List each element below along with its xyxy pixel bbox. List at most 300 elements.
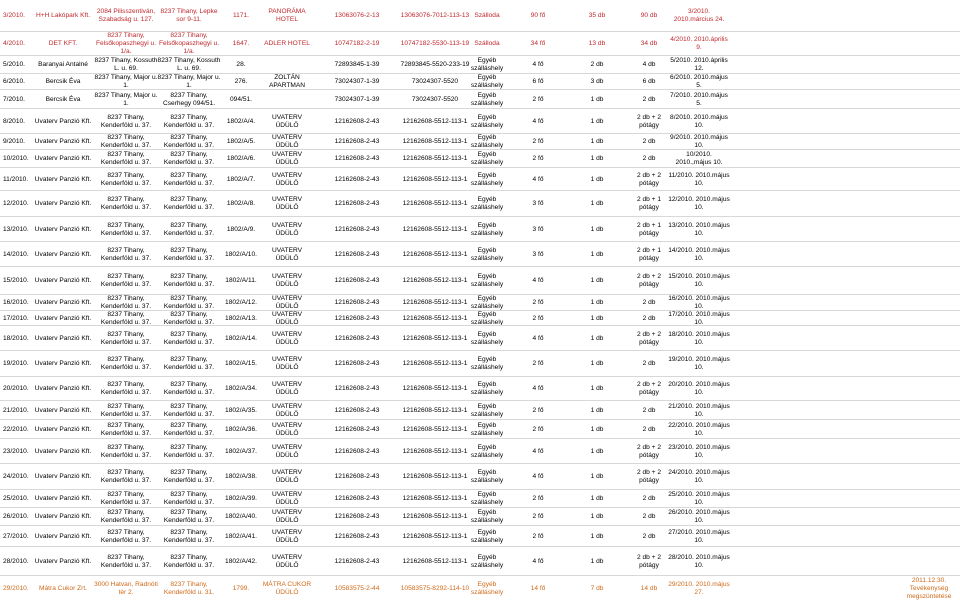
- permit-number-cell-text: 6/2010.: [3, 78, 25, 85]
- accommodation-name-cell: [262, 168, 312, 191]
- persons-cell: [518, 134, 558, 150]
- persons-cell: [518, 526, 558, 547]
- table-row: [0, 376, 960, 401]
- rooms-cell-text: 1 db: [590, 277, 604, 284]
- beds-cell-text: 2 db + 1 pótágy: [636, 246, 661, 262]
- site-address-cell: [157, 547, 221, 576]
- registration-date-cell-text: 3/2010. 2010.március 24.: [673, 7, 725, 23]
- accommodation-type-cell: [462, 420, 512, 439]
- permit-number-cell-text: 13/2010.: [3, 225, 29, 233]
- accommodation-type-cell: [462, 464, 512, 490]
- parcel-number-cell-text: 1802/A/12.: [225, 299, 257, 306]
- accommodation-name-cell-text: UVATERV ÜDÜLŐ: [271, 553, 303, 569]
- permit-number-cell-text: 18/2010.: [3, 334, 29, 342]
- operator-cell: [30, 74, 96, 90]
- parcel-number-cell: [222, 377, 260, 401]
- operator-address-cell: [94, 420, 158, 439]
- accommodation-type-cell-text: Egyéb szálláshely: [470, 310, 504, 326]
- table-row: [0, 325, 960, 351]
- beds-cell: [630, 242, 668, 267]
- persons-cell: [518, 242, 558, 267]
- table-row: [0, 216, 960, 242]
- site-address-cell-text: 8237 Tihany, Kenderföld u. 37.: [163, 443, 215, 459]
- registration-date-cell: [668, 420, 730, 439]
- persons-cell: [518, 267, 558, 295]
- operator-address-cell-text: 8237 Tihany, Kenderföld u. 37.: [100, 134, 152, 149]
- persons-cell: [518, 74, 558, 90]
- stat-number-cell-text: 12162608-5512-113-1: [402, 513, 468, 520]
- table-row: [0, 350, 960, 377]
- stat-number-cell-text: 10747182-5530-113-19: [400, 40, 470, 47]
- rooms-cell-text: 1 db: [590, 473, 604, 480]
- accommodation-type-cell-text: Egyéb szálláshely: [470, 580, 504, 596]
- rooms-cell: [578, 32, 616, 56]
- persons-cell-text: 4 fő: [532, 334, 544, 342]
- beds-cell: [630, 150, 668, 168]
- rooms-cell-text: 1 db: [590, 360, 604, 367]
- parcel-number-cell: [222, 32, 260, 56]
- permit-number-cell-text: 8/2010.: [3, 117, 25, 125]
- parcel-number-cell: [222, 74, 260, 90]
- operator-address-cell: [94, 576, 158, 601]
- operator-address-cell: [94, 547, 158, 576]
- registration-date-cell: [668, 526, 730, 547]
- rooms-cell-text: 13 db: [588, 40, 606, 47]
- rooms-cell: [578, 508, 616, 526]
- termination-note-cell: [898, 90, 960, 109]
- beds-cell: [630, 526, 668, 547]
- rooms-cell-text: 1 db: [590, 557, 604, 565]
- operator-address-cell-text: 8237 Tihany, Kenderföld u. 37.: [100, 295, 152, 310]
- tax-number-cell-text: 13063076-2-13: [334, 11, 380, 19]
- operator-cell: [30, 168, 96, 191]
- accommodation-name-cell: [262, 109, 312, 134]
- operator-address-cell: [94, 191, 158, 217]
- operator-cell: [30, 464, 96, 490]
- registration-date-cell: [668, 295, 730, 311]
- persons-cell-text: 14 fő: [530, 584, 546, 592]
- site-address-cell-text: 8237 Tihany, Kenderföld u. 37.: [163, 330, 215, 346]
- stat-number-cell-text: 12162608-5512-113-1: [402, 138, 468, 145]
- accommodation-name-cell: [262, 576, 312, 601]
- operator-cell: [30, 32, 96, 56]
- persons-cell-text: 2 fő: [532, 360, 544, 367]
- parcel-number-cell-text: 1647.: [232, 40, 250, 47]
- persons-cell-text: 34 fő: [530, 40, 546, 47]
- accommodation-name-cell-text: UVATERV ÜDÜLŐ: [271, 330, 303, 346]
- rooms-cell-text: 1 db: [590, 200, 604, 207]
- operator-cell-text: Uvaterv Panzió Kft.: [34, 360, 92, 367]
- operator-cell-text: Uvaterv Panzió Kft.: [34, 250, 92, 258]
- permit-number-cell-text: 19/2010.: [3, 360, 29, 367]
- accommodation-name-cell-text: ZOLTÁN APARTMAN: [268, 74, 306, 89]
- accommodation-name-cell-text: UVATERV ÜDÜLŐ: [271, 469, 303, 484]
- persons-cell-text: 2 fő: [532, 406, 544, 414]
- beds-cell-text: 2 db: [642, 314, 656, 322]
- accommodation-type-cell: [462, 326, 512, 351]
- parcel-number-cell-text: 1802/A/37.: [225, 447, 257, 455]
- accommodation-name-cell-text: UVATERV ÜDÜLŐ: [271, 196, 303, 211]
- rooms-cell-text: 3 db: [590, 78, 604, 85]
- rooms-cell: [578, 56, 616, 74]
- operator-cell: [30, 508, 96, 526]
- accommodation-type-cell: [462, 351, 512, 377]
- parcel-number-cell-text: 1802/A/9.: [226, 225, 256, 233]
- rooms-cell: [578, 547, 616, 576]
- rooms-cell-text: 7 db: [590, 584, 604, 592]
- termination-note-cell: [898, 464, 960, 490]
- registration-date-cell-text: 23/2010. 2010.május 10.: [668, 443, 730, 459]
- parcel-number-cell-text: 1802/A/14.: [225, 334, 257, 342]
- stat-number-cell-text: 12162608-5512-113-1: [402, 175, 468, 183]
- operator-address-cell-text: 8237 Tihany, Major u. 1.: [94, 74, 158, 89]
- termination-note-cell: [898, 74, 960, 90]
- beds-cell-text: 2 db: [642, 495, 656, 502]
- beds-cell: [630, 351, 668, 377]
- accommodation-name-cell: [262, 508, 312, 526]
- site-address-cell: [157, 217, 221, 242]
- beds-cell: [630, 109, 668, 134]
- tax-number-cell-text: 12162608-2-43: [334, 155, 380, 162]
- beds-cell-text: 2 db: [642, 360, 656, 367]
- registration-date-cell: [668, 439, 730, 464]
- operator-cell-text: Uvaterv Panzió Kft.: [34, 425, 92, 433]
- permit-number-cell-text: 17/2010.: [3, 314, 29, 322]
- stat-number-cell-text: 12162608-5512-113-1: [402, 425, 468, 433]
- operator-cell-text: Uvaterv Panzió Kft.: [34, 495, 92, 502]
- site-address-cell-text: 8237 Tihany, Kenderföld u. 37.: [163, 221, 215, 237]
- permit-number-cell-text: 7/2010.: [3, 95, 25, 103]
- parcel-number-cell: [222, 134, 260, 150]
- parcel-number-cell: [222, 191, 260, 217]
- operator-cell-text: Uvaterv Panzió Kft.: [34, 138, 92, 145]
- site-address-cell: [157, 311, 221, 326]
- persons-cell-text: 6 fő: [532, 78, 544, 85]
- accommodation-name-cell-text: UVATERV ÜDÜLŐ: [271, 221, 303, 237]
- rooms-cell: [578, 439, 616, 464]
- stat-number-cell-text: 12162608-5512-113-1: [402, 117, 468, 125]
- tax-number-cell-text: 73024307-1-39: [334, 78, 380, 85]
- site-address-cell-text: 8237 Tihany, Kenderföld u. 37.: [163, 509, 215, 524]
- parcel-number-cell: [222, 242, 260, 267]
- parcel-number-cell: [222, 90, 260, 109]
- persons-cell: [518, 109, 558, 134]
- rooms-cell: [578, 191, 616, 217]
- operator-address-cell: [94, 401, 158, 420]
- rooms-cell: [578, 526, 616, 547]
- site-address-cell: [157, 168, 221, 191]
- accommodation-name-cell-text: PANORÁMA HOTEL: [268, 7, 306, 23]
- persons-cell: [518, 401, 558, 420]
- registration-date-cell-text: 8/2010. 2010.május 10.: [670, 113, 728, 129]
- table-row: [0, 73, 960, 90]
- parcel-number-cell: [222, 420, 260, 439]
- tax-number-cell-text: 12162608-2-43: [334, 299, 380, 306]
- termination-note-cell: [898, 191, 960, 217]
- rooms-cell-text: 1 db: [590, 175, 604, 183]
- accommodation-name-cell-text: UVATERV ÜDÜLŐ: [271, 402, 303, 418]
- accommodation-type-cell-text: Szálloda: [474, 40, 500, 47]
- accommodation-type-cell: [462, 526, 512, 547]
- site-address-cell-text: 8237 Tihany, Kenderföld u. 37.: [163, 469, 215, 484]
- termination-note-cell: [898, 267, 960, 295]
- accommodation-type-cell-text: Egyéb szálláshely: [470, 356, 504, 371]
- site-address-cell-text: 8237 Tihany, Kenderföld u. 37.: [163, 273, 215, 288]
- registration-date-cell: [668, 109, 730, 134]
- parcel-number-cell-text: 1802/A/5.: [226, 138, 256, 145]
- termination-note-cell: [898, 311, 960, 326]
- beds-cell: [630, 295, 668, 311]
- accommodation-type-cell: [462, 401, 512, 420]
- operator-cell: [30, 547, 96, 576]
- persons-cell: [518, 168, 558, 191]
- table-row: [0, 55, 960, 74]
- permit-number-cell-text: 28/2010.: [3, 557, 29, 565]
- stat-number-cell-text: 12162608-5512-113-1: [402, 225, 468, 233]
- beds-cell: [630, 508, 668, 526]
- table-row: [0, 525, 960, 547]
- accommodation-type-cell: [462, 242, 512, 267]
- persons-cell: [518, 351, 558, 377]
- site-address-cell-text: 8237 Tihany, Kenderföld u. 31.: [163, 580, 215, 596]
- operator-cell-text: Uvaterv Panzió Kft.: [34, 334, 92, 342]
- operator-address-cell-text: 8237 Tihany, Kenderföld u. 37.: [100, 509, 152, 524]
- accommodation-type-cell: [462, 439, 512, 464]
- operator-cell-text: Uvaterv Panzió Kft.: [34, 557, 92, 565]
- registration-date-cell-text: 24/2010. 2010.május 10.: [668, 469, 730, 484]
- operator-cell-text: DET KFT.: [48, 40, 78, 47]
- beds-cell-text: 2 db: [642, 95, 656, 103]
- tax-number-cell-text: 10747182-2-19: [334, 40, 380, 47]
- accommodation-type-cell: [462, 150, 512, 168]
- tax-number-cell-text: 12162608-2-43: [334, 175, 380, 183]
- rooms-cell-text: 1 db: [590, 299, 604, 306]
- accommodation-name-cell-text: ADLER HOTEL: [264, 40, 310, 47]
- accommodation-name-cell: [262, 326, 312, 351]
- site-address-cell-text: 8237 Tihany, Kenderföld u. 37.: [163, 246, 215, 262]
- site-address-cell: [157, 401, 221, 420]
- site-address-cell: [157, 242, 221, 267]
- tax-number-cell-text: 72893845-1-39: [334, 61, 380, 68]
- termination-note-cell: [898, 150, 960, 168]
- stat-number-cell-text: 12162608-5512-113-1: [402, 277, 468, 284]
- operator-address-cell-text: 8237 Tihany, Kenderföld u. 37.: [100, 381, 152, 396]
- operator-address-cell: [94, 242, 158, 267]
- operator-address-cell: [94, 326, 158, 351]
- tax-number-cell-text: 12162608-2-43: [334, 360, 380, 367]
- operator-address-cell-text: 8237 Tihany, Kenderföld u. 37.: [100, 528, 152, 544]
- permit-number-cell-text: 15/2010.: [3, 277, 29, 284]
- persons-cell-text: 2 fő: [532, 138, 544, 145]
- beds-cell-text: 2 db: [642, 513, 656, 520]
- beds-cell: [630, 90, 668, 109]
- permit-number-cell-text: 21/2010.: [3, 406, 29, 414]
- persons-cell: [518, 0, 558, 31]
- permit-number-cell-text: 23/2010.: [3, 447, 29, 455]
- registration-date-cell-text: 16/2010. 2010.május 10.: [668, 295, 730, 310]
- termination-note-cell: [898, 56, 960, 74]
- site-address-cell: [157, 0, 221, 31]
- accommodation-type-cell-text: Egyéb szálláshely: [470, 74, 504, 89]
- operator-cell: [30, 351, 96, 377]
- table-row: [0, 419, 960, 439]
- rooms-cell: [578, 351, 616, 377]
- tax-number-cell-text: 12162608-2-43: [334, 447, 380, 455]
- table-row: [0, 190, 960, 217]
- stat-number-cell-text: 13063076-7012-113-13: [400, 11, 470, 19]
- registration-date-cell-text: 5/2010. 2010.április 12.: [670, 57, 728, 72]
- beds-cell-text: 2 db: [642, 425, 656, 433]
- accommodation-type-cell: [462, 490, 512, 508]
- tax-number-cell-text: 12162608-2-43: [334, 532, 380, 540]
- operator-address-cell: [94, 311, 158, 326]
- parcel-number-cell-text: 1799.: [232, 584, 250, 592]
- operator-address-cell: [94, 74, 158, 90]
- stat-number-cell-text: 12162608-5512-113-1: [402, 250, 468, 258]
- beds-cell: [630, 217, 668, 242]
- accommodation-name-cell: [262, 32, 312, 56]
- operator-cell: [30, 439, 96, 464]
- permit-number-cell-text: 12/2010.: [3, 200, 29, 207]
- registration-date-cell: [668, 191, 730, 217]
- parcel-number-cell-text: 1802/A/13.: [225, 314, 257, 322]
- operator-address-cell-text: 8237 Tihany, Kenderföld u. 37.: [100, 196, 152, 211]
- accommodation-type-cell-text: Egyéb szálláshely: [470, 196, 504, 211]
- parcel-number-cell: [222, 526, 260, 547]
- operator-cell-text: Uvaterv Panzió Kft.: [34, 406, 92, 414]
- operator-address-cell: [94, 490, 158, 508]
- beds-cell-text: 2 db + 1 pótágy: [636, 196, 661, 211]
- accommodation-type-cell: [462, 168, 512, 191]
- accommodation-name-cell-text: UVATERV ÜDÜLŐ: [271, 171, 303, 187]
- operator-address-cell-text: 8237 Tihany, Kenderföld u. 37.: [100, 402, 152, 418]
- registration-date-cell: [668, 377, 730, 401]
- parcel-number-cell-text: 28.: [236, 61, 246, 68]
- accommodation-type-cell: [462, 56, 512, 74]
- persons-cell: [518, 377, 558, 401]
- accommodation-type-cell: [462, 547, 512, 576]
- operator-cell: [30, 242, 96, 267]
- rooms-cell-text: 1 db: [590, 385, 604, 392]
- beds-cell-text: 2 db + 2 pótágy: [636, 171, 661, 187]
- tax-number-cell-text: 12162608-2-43: [334, 314, 380, 322]
- permit-number-cell-text: 24/2010.: [3, 473, 29, 480]
- persons-cell-text: 4 fő: [532, 385, 544, 392]
- permit-number-cell-text: 27/2010.: [3, 532, 29, 540]
- operator-address-cell-text: 8237 Tihany, Kossuth L. u. 69.: [94, 57, 158, 72]
- beds-cell-text: 6 db: [642, 78, 656, 85]
- beds-cell: [630, 326, 668, 351]
- persons-cell-text: 4 fő: [532, 175, 544, 183]
- accommodation-name-cell-text: UVATERV ÜDÜLŐ: [271, 273, 303, 288]
- rooms-cell-text: 1 db: [590, 495, 604, 502]
- accommodation-name-cell: [262, 351, 312, 377]
- accommodation-type-cell-text: Egyéb szálláshely: [470, 91, 504, 107]
- registration-date-cell: [668, 74, 730, 90]
- operator-address-cell: [94, 90, 158, 109]
- accommodation-type-cell-text: Egyéb szálláshely: [470, 246, 504, 262]
- site-address-cell-text: 8237 Tihany, Kenderföld u. 37.: [163, 134, 215, 149]
- stat-number-cell-text: 12162608-5512-113-1: [402, 155, 468, 162]
- accommodation-type-cell-text: Egyéb szálláshely: [470, 330, 504, 346]
- permit-number-cell-text: 25/2010.: [3, 495, 29, 502]
- persons-cell: [518, 326, 558, 351]
- rooms-cell-text: 1 db: [590, 513, 604, 520]
- rooms-cell: [578, 0, 616, 31]
- table-row: [0, 507, 960, 526]
- site-address-cell: [157, 56, 221, 74]
- rooms-cell: [578, 267, 616, 295]
- registration-date-cell-text: 20/2010. 2010.május 10.: [668, 381, 730, 396]
- operator-cell-text: Uvaterv Panzió Kft.: [34, 155, 92, 162]
- accommodation-name-cell: [262, 490, 312, 508]
- operator-cell: [30, 326, 96, 351]
- parcel-number-cell: [222, 508, 260, 526]
- stat-number-cell-text: 12162608-5512-113-1: [402, 406, 468, 414]
- permit-number-cell-text: 16/2010.: [3, 299, 29, 306]
- stat-number-cell-text: 10583575-8292-114-10: [400, 584, 470, 592]
- beds-cell: [630, 32, 668, 56]
- registration-date-cell-text: 29/2010. 2010.május 27.: [668, 580, 730, 596]
- stat-number-cell-text: 72893845-5520-233-19: [400, 61, 470, 68]
- operator-cell-text: Baranyai Antalné: [38, 61, 88, 68]
- persons-cell: [518, 217, 558, 242]
- operator-address-cell: [94, 134, 158, 150]
- beds-cell-text: 2 db: [642, 155, 656, 162]
- persons-cell: [518, 464, 558, 490]
- rooms-cell: [578, 295, 616, 311]
- table-row: [0, 89, 960, 109]
- persons-cell: [518, 547, 558, 576]
- operator-address-cell: [94, 526, 158, 547]
- site-address-cell: [157, 295, 221, 311]
- parcel-number-cell: [222, 311, 260, 326]
- accommodation-name-cell-text: UVATERV ÜDÜLŐ: [271, 509, 303, 524]
- accommodation-type-cell-text: Egyéb szálláshely: [470, 57, 504, 72]
- rooms-cell-text: 2 db: [590, 61, 604, 68]
- accommodation-name-cell: [262, 401, 312, 420]
- rooms-cell: [578, 401, 616, 420]
- site-address-cell-text: 8237 Tihany, Felsőkopaszhegyi u. 1/a.: [158, 32, 220, 55]
- accommodation-name-cell-text: UVATERV ÜDÜLŐ: [271, 295, 303, 310]
- stat-number-cell-text: 12162608-5512-113-1: [402, 200, 468, 207]
- accommodation-type-cell-text: Egyéb szálláshely: [470, 221, 504, 237]
- beds-cell: [630, 490, 668, 508]
- tax-number-cell-text: 12162608-2-43: [334, 200, 380, 207]
- site-address-cell: [157, 267, 221, 295]
- termination-note-cell: [898, 242, 960, 267]
- operator-address-cell: [94, 150, 158, 168]
- persons-cell: [518, 90, 558, 109]
- site-address-cell: [157, 439, 221, 464]
- tax-number-cell-text: 12162608-2-43: [334, 334, 380, 342]
- persons-cell-text: 3 fő: [532, 250, 544, 258]
- persons-cell-text: 2 fő: [532, 495, 544, 502]
- accommodation-name-cell: [262, 191, 312, 217]
- stat-number-cell-text: 12162608-5512-113-1: [402, 557, 468, 565]
- registration-date-cell: [668, 508, 730, 526]
- operator-cell: [30, 295, 96, 311]
- operator-cell: [30, 526, 96, 547]
- termination-note-cell: [898, 0, 960, 31]
- termination-note-cell: [898, 526, 960, 547]
- accommodation-type-cell: [462, 217, 512, 242]
- site-address-cell-text: 8237 Tihany, Kenderföld u. 37.: [163, 171, 215, 187]
- beds-cell: [630, 56, 668, 74]
- accommodation-type-cell: [462, 90, 512, 109]
- operator-address-cell-text: 2084 Pilisszentiván, Szabadság u. 127.: [96, 7, 156, 23]
- stat-number-cell-text: 12162608-5512-113-1: [402, 360, 468, 367]
